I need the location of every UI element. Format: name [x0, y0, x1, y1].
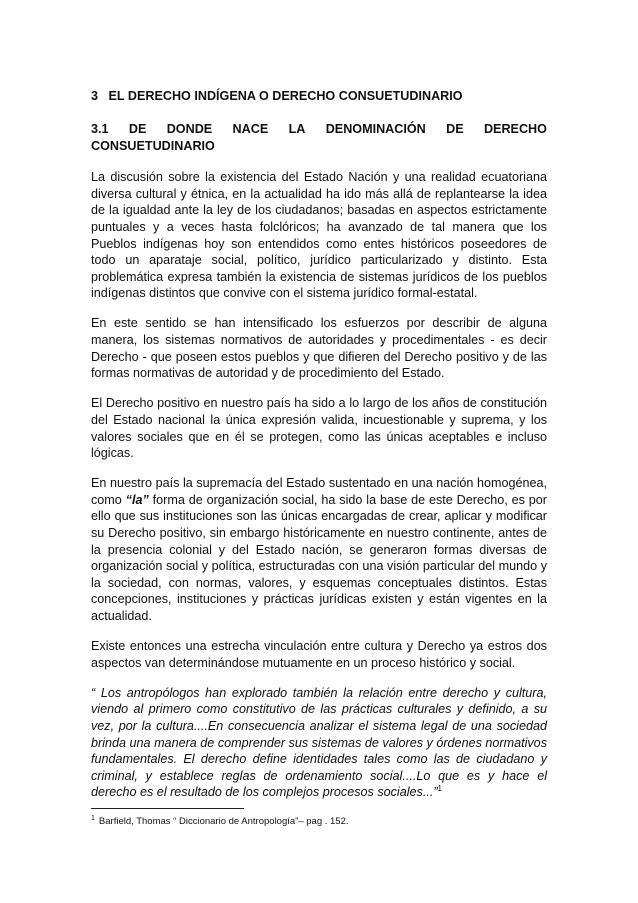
subsection-word: LA — [288, 122, 306, 136]
paragraph-4-emphasis: “la” — [125, 492, 149, 507]
quote-text: “ Los antropólogos han explorado también la relación entre derecho y cultura, viendo al primero como constitutivo de las prácticas culturales y definido, a su vez, por la cultura....En consecuencia analizar el sistema legal de una sociedad brinda una manera de comprender sus sistemas de valores y órdenes normativos fundamentales. El derecho define identidades tales como las de ciudadano y criminal, y establece reglas de ordenamiento social....Lo que es y hace el derecho es el resultado de los complejos procesos sociales...” — [91, 685, 547, 800]
subsection-heading-line1 — [91, 121, 547, 138]
paragraph-1: La discusión sobre la existencia del Estado Nación y una realidad ecuatoriana diversa cultural y étnica, en la actualidad ha ido más allá de replantearse la idea de la igualdad ante la ley de los ciudadanos; basadas en aspectos estrictamente puntuales y a veces hasta folclóricos; ha avanzado de tal manera que los Pueblos indígenas hoy son entendidos como entes históricos poseedores de todo un aparataje social, político, jurídico particularizado y distinto. Esta problemática expresa también la existencia de sistemas jurídicos de los pueblos indígenas distintos que convive con el sistema jurídico formal-estatal. — [91, 170, 547, 301]
subsection-word: DERECHO — [483, 122, 547, 136]
subsection-heading-line2: CONSUETUDINARIO — [91, 138, 215, 153]
footnote-reference[interactable]: 1 — [437, 784, 442, 794]
subsection-word: DENOMINACIÓN — [325, 122, 426, 136]
section-title-text: EL DERECHO INDÍGENA O DERECHO CONSUETUDINARIO — [108, 89, 463, 103]
section-number: 3 — [91, 89, 99, 103]
paragraph-4-start: En nuestro país la supremacía del Estado sustentado en una nación homogénea, como — [91, 476, 547, 507]
footnote-divider — [91, 808, 244, 809]
subsection-word: DE — [446, 122, 464, 136]
footnote — [91, 816, 349, 828]
document-page — [91, 88, 547, 801]
subsection-number: 3.1 — [91, 122, 109, 136]
block-quote — [91, 685, 547, 801]
section-heading — [91, 88, 547, 104]
subsection-word: DONDE — [166, 122, 213, 136]
subsection-heading — [91, 121, 547, 154]
footnote-text: Barfield, Thomas “ Diccionario de Antropología”– pag . 152. — [98, 816, 349, 827]
paragraph-4 — [91, 475, 547, 624]
paragraph-5: Existe entonces una estrecha vinculación entre cultura y Derecho ya estros dos aspectos van determinándose mutuamente en un proceso histórico y social. — [91, 639, 547, 670]
paragraph-2: En este sentido se han intensificado los esfuerzos por describir de alguna manera, los sistemas normativos de autoridades y procedimentales - es decir Derecho - que poseen estos pueblos y que difieren del Derecho positivo y de las formas normativas de autoridad y de procedimiento del Estado. — [91, 316, 547, 381]
subsection-word: DE — [128, 122, 147, 136]
subsection-word: NACE — [232, 122, 269, 136]
footnote-number: 1 — [91, 815, 95, 822]
paragraph-3: El Derecho positivo en nuestro país ha sido a lo largo de los años de constitución del Estado nacional la única expresión valida, incuestionable y suprema, y los valores sociales que en él se protegen, como las únicas aceptables e incluso lógicas. — [91, 396, 547, 461]
paragraph-4-end: forma de organización social, ha sido la base de este Derecho, es por ello que sus instituciones son las únicas encargadas de crear, aplicar y modificar su Derecho positivo, sin embargo históricamente en nuestro continente, antes de la presencia colonial y del Estado nación, se generaron formas diversas de organización social y política, estructuradas con una visión particular del mundo y la sociedad, con normas, valores, y esquemas conceptuales distintos. Estas concepciones, instituciones y prácticas jurídicas existen y están vigentes en la actualidad. — [91, 492, 548, 623]
